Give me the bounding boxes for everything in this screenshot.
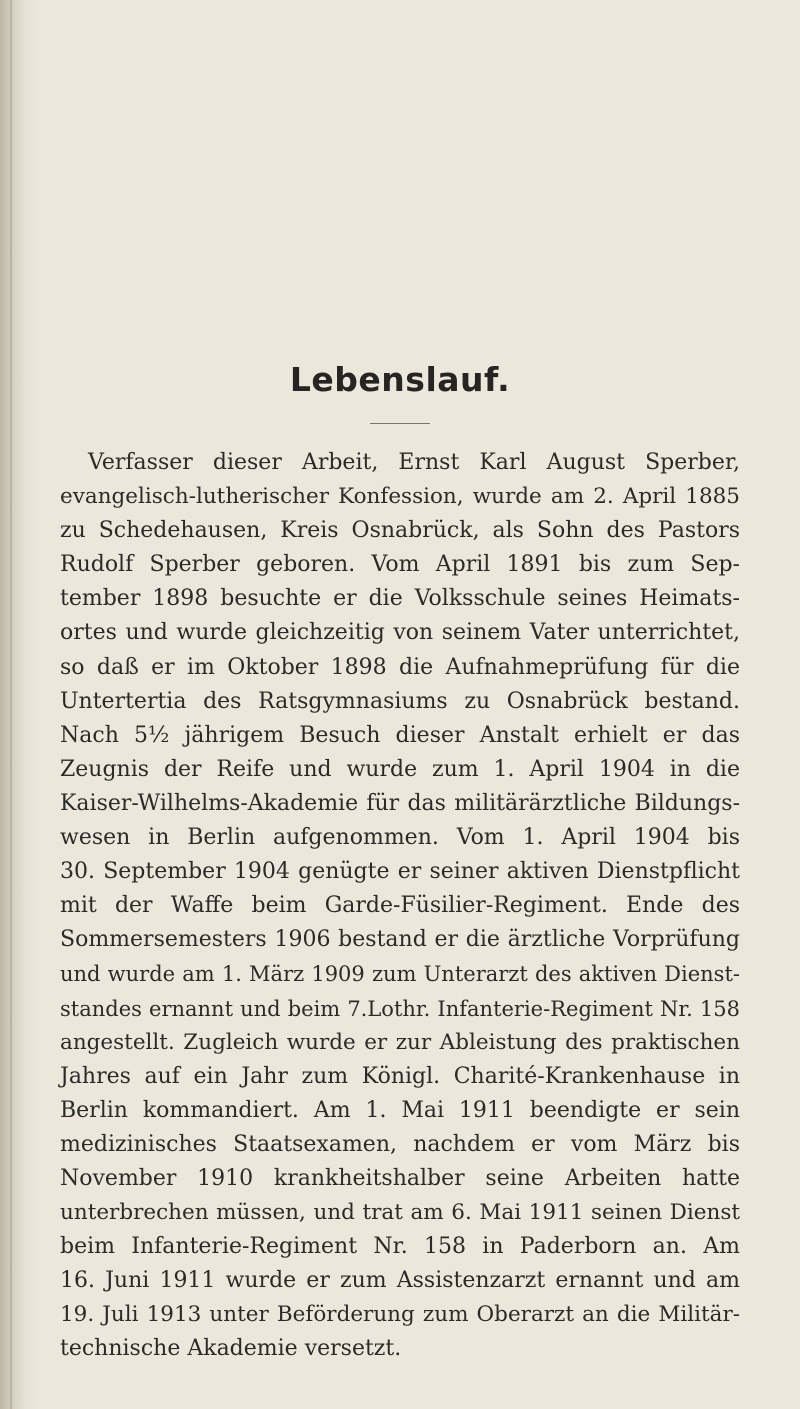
text-line: zu Schedehausen, Kreis Osnabrück, als Sohn des Pastors (60, 518, 740, 544)
text-line: beim Infanterie-Regiment Nr. 158 in Paderborn an. Am (60, 1234, 740, 1260)
text-line: Zeugnis der Reife und wurde zum 1. April 1904 in die (60, 756, 740, 782)
text-line: Berlin kommandiert. Am 1. Mai 1911 beendigte er sein (60, 1097, 740, 1123)
page-title: Lebenslauf. (289, 360, 511, 399)
text-line: Sommersemesters 1906 bestand er die ärztliche Vorprüfung (60, 927, 740, 953)
text-line: und wurde am 1. März 1909 zum Unterarzt des aktiven Dienst- (60, 962, 740, 987)
biography-paragraph (60, 446, 740, 1367)
text-line: standes ernannt und beim 7.Lothr. Infanterie-Regiment Nr. 158 (60, 996, 740, 1021)
text-line: technische Akademie versetzt. (60, 1336, 402, 1362)
text-line: medizinisches Staatsexamen, nachdem er vom März bis (60, 1131, 740, 1157)
text-line: Rudolf Sperber geboren. Vom April 1891 bis zum Sep- (60, 552, 740, 578)
text-line: 30. September 1904 genügte er seiner aktiven Dienstpflicht (60, 859, 740, 885)
text-line: Kaiser-Wilhelms-Akademie für das militärärztliche Bildungs- (60, 790, 740, 816)
text-line: tember 1898 besuchte er die Volksschule seines Heimats- (60, 586, 740, 612)
title-divider (370, 423, 430, 424)
text-line: so daß er im Oktober 1898 die Aufnahmeprüfung für die (60, 654, 740, 680)
text-line: Untertertia des Ratsgymnasiums zu Osnabrück bestand. (60, 688, 740, 714)
text-line: Verfasser dieser Arbeit, Ernst Karl August Sperber, (88, 450, 740, 475)
text-line: ortes und wurde gleichzeitig von seinem Vater unterrichtet, (60, 620, 740, 646)
text-line: 16. Juni 1911 wurde er zum Assistenzarzt ernannt und am (60, 1268, 740, 1294)
text-line: mit der Waffe beim Garde-Füsilier-Regiment. Ende des (60, 893, 740, 919)
text-line: unterbrechen müssen, und trat am 6. Mai 1911 seinen Dienst (60, 1200, 740, 1226)
text-line: Nach 5½ jährigem Besuch dieser Anstalt erhielt er das (60, 722, 740, 748)
text-line: evangelisch-lutherischer Konfession, wurde am 2. April 1885 (60, 484, 740, 510)
text-line: angestellt. Zugleich wurde er zur Ableistung des praktischen (60, 1029, 740, 1055)
book-spine-shadow (0, 0, 26, 1409)
text-line: Jahres auf ein Jahr zum Königl. Charité-Krankenhause in (60, 1063, 740, 1089)
text-line: 19. Juli 1913 unter Beförderung zum Oberarzt an die Militär- (60, 1302, 740, 1328)
text-line: wesen in Berlin aufgenommen. Vom 1. April 1904 bis (60, 825, 740, 851)
spine-edge-line (10, 0, 12, 1409)
text-line: November 1910 krankheitshalber seine Arbeiten hatte (60, 1165, 740, 1191)
